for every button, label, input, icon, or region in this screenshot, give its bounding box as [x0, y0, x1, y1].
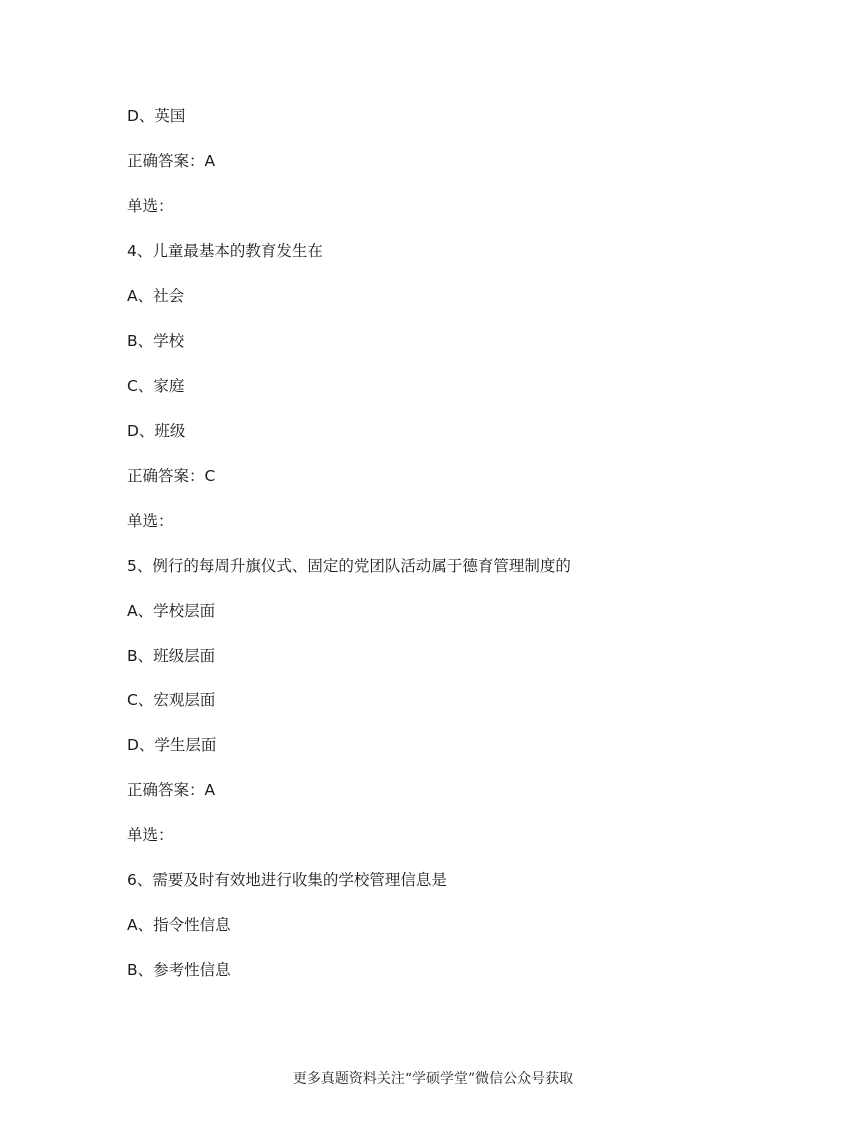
option-d-q5: D、学生层面: [127, 736, 217, 754]
option-d-q3: D、英国: [127, 107, 186, 125]
option-a-q4: A、社会: [127, 287, 185, 305]
option-a-q5: A、学校层面: [127, 602, 216, 620]
option-c-q4: C、家庭: [127, 377, 185, 395]
option-d-q4: D、班级: [127, 422, 186, 440]
answer-q3: 正确答案：A: [127, 152, 216, 170]
question-5: 5、例行的每周升旗仪式、固定的党团队活动属于德育管理制度的: [127, 557, 571, 575]
question-4: 4、儿童最基本的教育发生在: [127, 242, 323, 260]
type-label-q5: 单选：: [127, 512, 174, 530]
option-b-q4: B、学校: [127, 332, 185, 350]
answer-q5: 正确答案：A: [127, 781, 216, 799]
type-label-q4: 单选：: [127, 197, 174, 215]
option-b-q5: B、班级层面: [127, 647, 216, 665]
type-label-q6: 单选：: [127, 826, 174, 844]
option-c-q5: C、宏观层面: [127, 691, 216, 709]
page-footer: 更多真题资料关注“学硕学堂”微信公众号获取: [292, 1071, 574, 1087]
option-b-q6: B、参考性信息: [127, 961, 231, 979]
answer-q4: 正确答案：C: [127, 467, 216, 485]
option-a-q6: A、指令性信息: [127, 916, 231, 934]
question-6: 6、需要及时有效地进行收集的学校管理信息是: [127, 871, 447, 889]
